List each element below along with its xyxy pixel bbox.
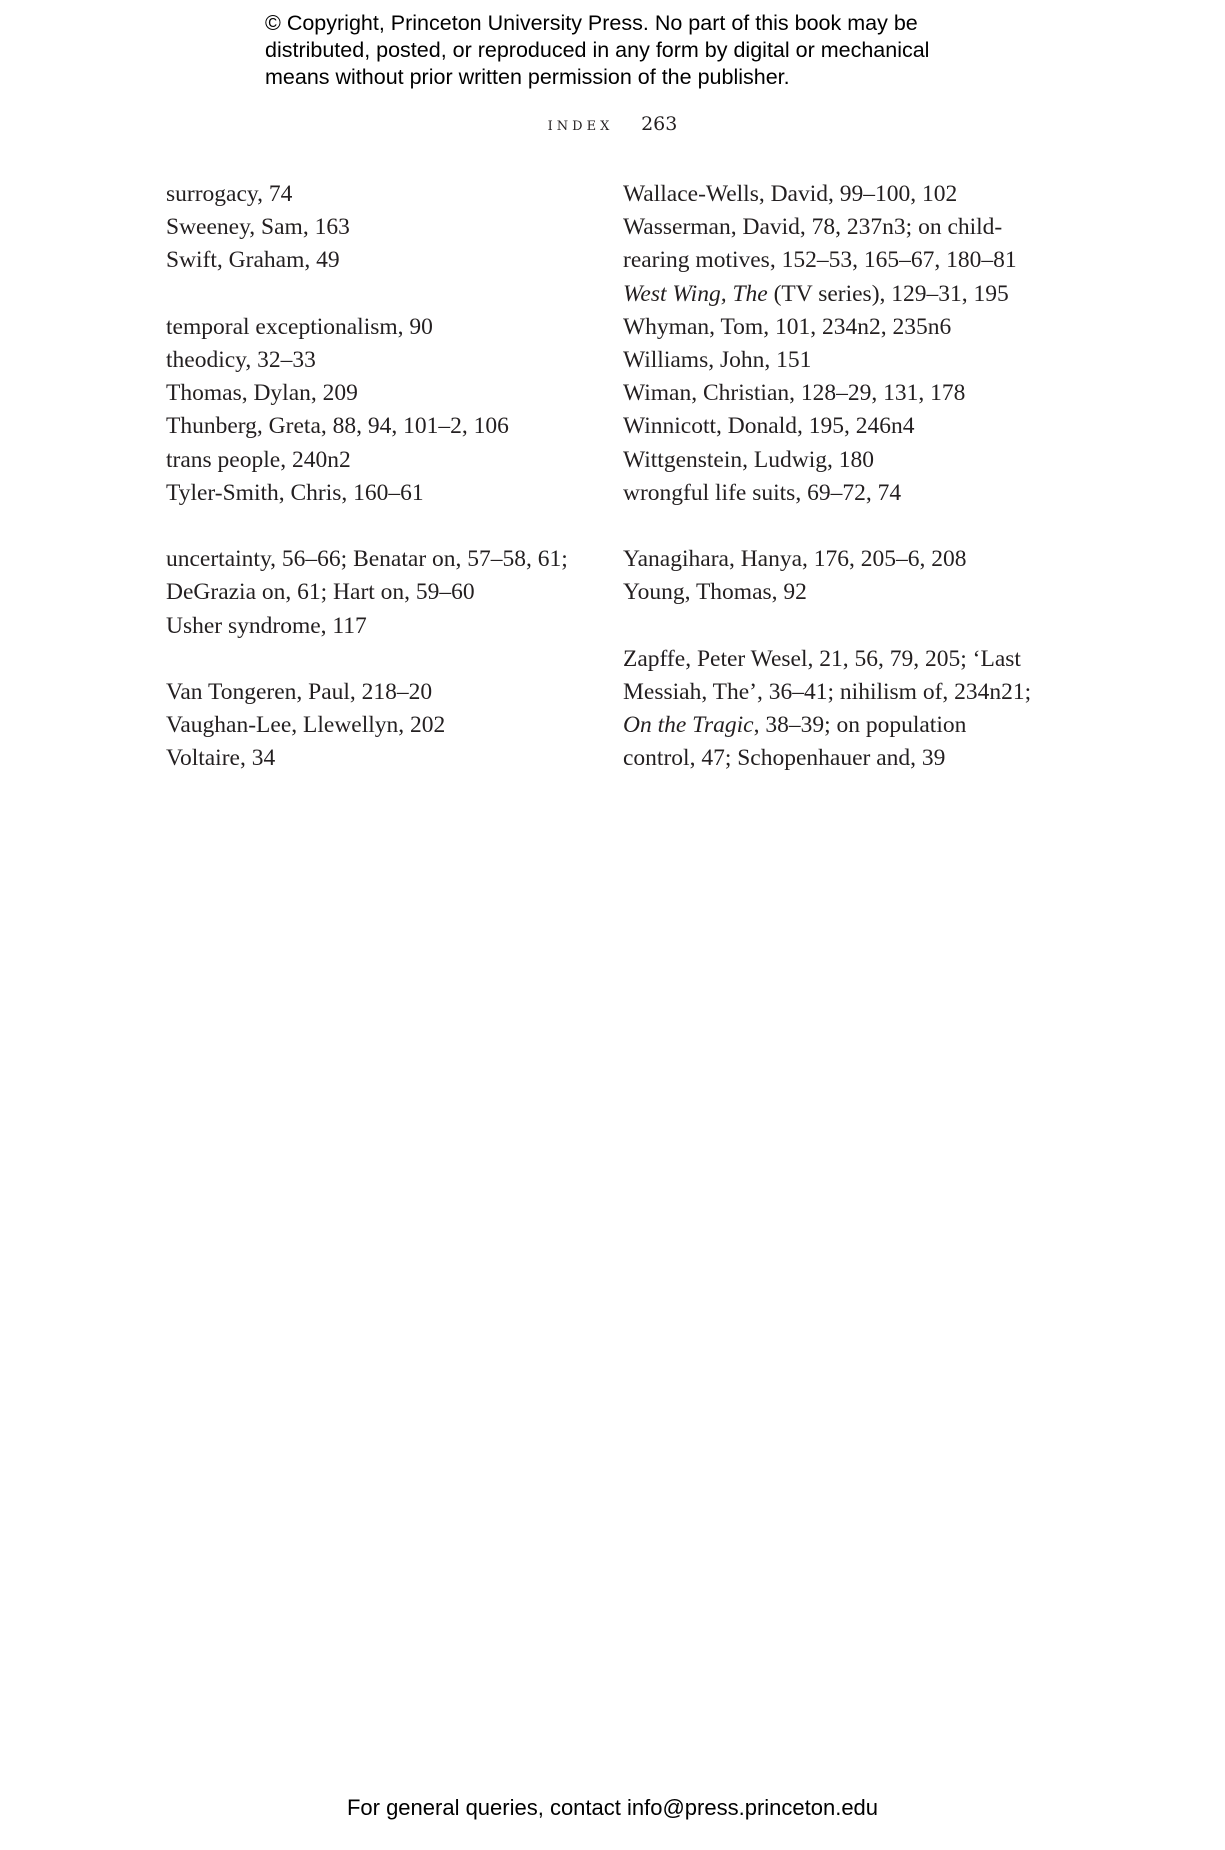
copyright-line: © Copyright, Princeton University Press. No part of this book may be <box>265 11 918 35</box>
index-entry: Thomas, Dylan, 209 <box>166 380 358 407</box>
index-entry-line: uncertainty, 56–66; Benatar on, 57–58, 61; <box>166 546 568 573</box>
copyright-notice <box>265 10 985 91</box>
index-entry <box>623 643 1053 776</box>
index-entry: Usher syndrome, 117 <box>166 612 367 639</box>
index-entry: Young, Thomas, 92 <box>623 579 807 606</box>
index-entry: Vaughan-Lee, Llewellyn, 202 <box>166 712 446 739</box>
index-entry: Wittgenstein, Ludwig, 180 <box>623 446 874 473</box>
index-entry-line: Messiah, The’, 36–41; nihilism of, 234n21; <box>623 679 1032 706</box>
index-entry-text: , 38–39; on population <box>753 712 967 739</box>
running-head <box>0 113 1225 135</box>
running-head-label: index <box>547 113 614 135</box>
index-entry: Yanagihara, Hanya, 176, 205–6, 208 <box>623 546 967 573</box>
index-entry: theodicy, 32–33 <box>166 347 316 373</box>
index-entry: Wiman, Christian, 128–29, 131, 178 <box>623 380 966 407</box>
index-entry: Williams, John, 151 <box>623 347 812 374</box>
footer-contact: For general queries, contact info@press.princeton.edu <box>346 1795 879 1820</box>
index-entry-text: (TV series), 129–31, 195 <box>767 280 1009 307</box>
page-number: 263 <box>641 113 678 135</box>
index-entry: Voltaire, 34 <box>166 745 276 772</box>
index-entry <box>623 278 1053 311</box>
index-entry-line: Zapffe, Peter Wesel, 21, 56, 79, 205; ‘Last <box>623 645 1021 672</box>
copyright-line: distributed, posted, or reproduced in any form by digital or mechanical <box>265 38 930 62</box>
index-column-right <box>623 178 1053 776</box>
index-entry-line: Wasserman, David, 78, 237n3; on child- <box>623 214 1003 241</box>
index-entry: Sweeney, Sam, 163 <box>166 214 350 241</box>
index-entry: trans people, 240n2 <box>166 446 351 473</box>
index-entry-line: rearing motives, 152–53, 165–67, 180–81 <box>623 247 1017 274</box>
work-title: West Wing, The <box>623 280 768 307</box>
index-entry: temporal exceptionalism, 90 <box>166 313 433 340</box>
index-entry: Tyler-Smith, Chris, 160–61 <box>166 479 424 506</box>
index-entry: Swift, Graham, 49 <box>166 247 340 274</box>
index-entry <box>623 211 1053 277</box>
index-entry: Thunberg, Greta, 88, 94, 101–2, 106 <box>166 413 509 440</box>
index-entry: surrogacy, 74 <box>166 181 293 207</box>
index-entry-line <box>623 709 1053 742</box>
index-entry-line: control, 47; Schopenhauer and, 39 <box>623 745 946 772</box>
copyright-line: means without prior written permission of the publisher. <box>265 65 790 89</box>
index-entry <box>166 543 606 609</box>
work-title: On the Tragic <box>623 712 754 739</box>
index-entry-line: DeGrazia on, 61; Hart on, 59–60 <box>166 579 475 606</box>
index-column-left <box>166 178 606 776</box>
index-entry: Winnicott, Donald, 195, 246n4 <box>623 413 915 440</box>
index-entry: Wallace-Wells, David, 99–100, 102 <box>623 181 958 207</box>
index-entry: Van Tongeren, Paul, 218–20 <box>166 679 433 705</box>
index-entry: Whyman, Tom, 101, 234n2, 235n6 <box>623 313 952 340</box>
index-entry: wrongful life suits, 69–72, 74 <box>623 479 902 506</box>
